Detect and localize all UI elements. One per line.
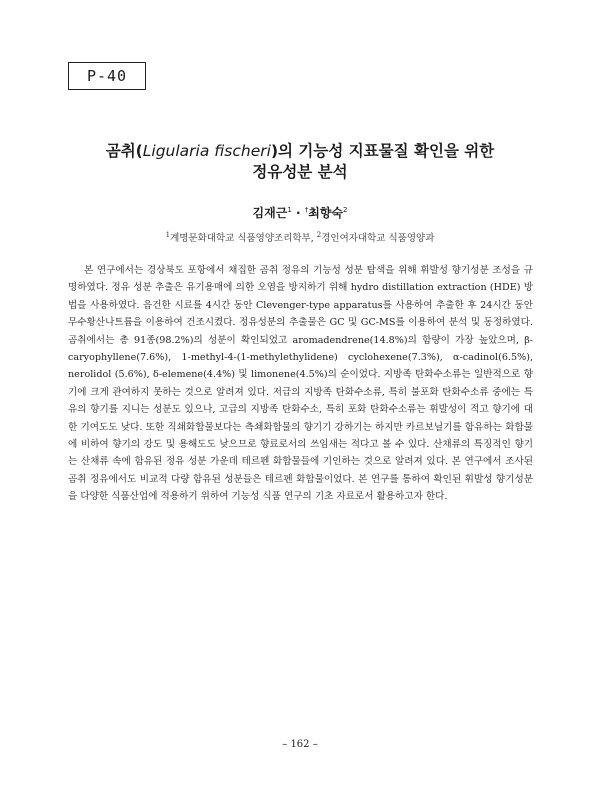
title-prefix: 곰취( (105, 142, 143, 160)
affiliation-list (60, 230, 540, 244)
author-first-affiliation-mark: 1 (287, 206, 292, 214)
affiliation-1-mark: 1 (165, 230, 171, 239)
author-list (60, 204, 540, 221)
affiliation-2-mark: 2 (316, 230, 322, 239)
page-number: – 162 – (282, 739, 318, 750)
abstract-body: 본 연구에서는 경상북도 포항에서 채집한 곰취 정유의 기능성 성분 탐색을 위해 휘발성 향기성분 조성을 규명하였다. 정유 성분 추출은 유기용매에 의한 오염을 방지하기 위해 hydro distillation extraction (HDE) 방법을 사용하였다. 음건한 시료를 4시간 동안 Clevenger-type apparatus를 사용하여 추출한 후 24시간 동안 무수황산나트륨을 이용하여 건조시켰다. 정유성분의 추출물은 GC 및 GC-MS를 이용하여 분석 및 동정하였다. 곰취에서는 총 91종(98.2%)의 성분이 확인되었고 aromadendrene(14.8%)의 함량이 가장 높았으며, β-caryophyllene(7.6%), 1-methyl-4-(1-methylethylidene) cyclohexene(7.3%), α-cadinol(6.5%), nerolidol (5.6%), δ-elemene(4.4%) 및 limonene(4.5%)의 순이었다. 지방족 탄화수소류는 일반적으로 향기에 크게 관여하지 못하는 것으로 알려져 있다. 저급의 지방족 탄화수소류, 특히 불포화 탄화수소류 중에는 특유의 향기를 지니는 성분도 있으나, 고급의 지방족 탄화수소, 특히 포화 탄화수소류는 휘발성이 적고 향기에 대한 기여도도 낮다. 또한 직쇄화합물보다는 측쇄화합물의 향기기 강하기는 하지만 카르보닐기를 함유하는 화합물에 비하여 향기의 강도 및 용해도도 낮으므로 향료로서의 쓰임새는 적다고 볼 수 있다. 산채류의 특징적인 향기는 산채류 속에 함유된 정유 성분 가운데 테르펜 화합물들에 기인하는 것으로 알려져 있다. 본 연구에서 조사된 곰취 정유에서도 비교적 다량 함유된 성분들은 테르펜 화합물이었다. 본 연구를 통하여 확인된 휘발성 향기성분을 다양한 식품산업에 적용하기 위하여 기능성 식품 연구의 기초 자료로서 활용하고자 한다. (68, 265, 533, 503)
author-second-affiliation-mark: 2 (342, 206, 348, 214)
author-second: 최향숙 (308, 206, 343, 220)
poster-id-box (68, 62, 146, 90)
poster-id-label: P-40 (86, 67, 128, 85)
paper-title (60, 141, 540, 183)
corresponding-author-mark: † (304, 206, 309, 214)
author-first: 김재근 (252, 206, 288, 220)
title-suffix: )의 기능성 지표물질 확인을 위한 (270, 142, 495, 160)
title-line-2: 정유성분 분석 (252, 163, 348, 181)
affiliation-2: 경인여자대학교 식품영양과 (321, 233, 435, 244)
title-latin-name: Ligularia fischeri (142, 142, 271, 160)
affiliation-1: 계명문화대학교 식품영양조리학부, (170, 233, 317, 244)
author-separator: · (291, 206, 305, 220)
